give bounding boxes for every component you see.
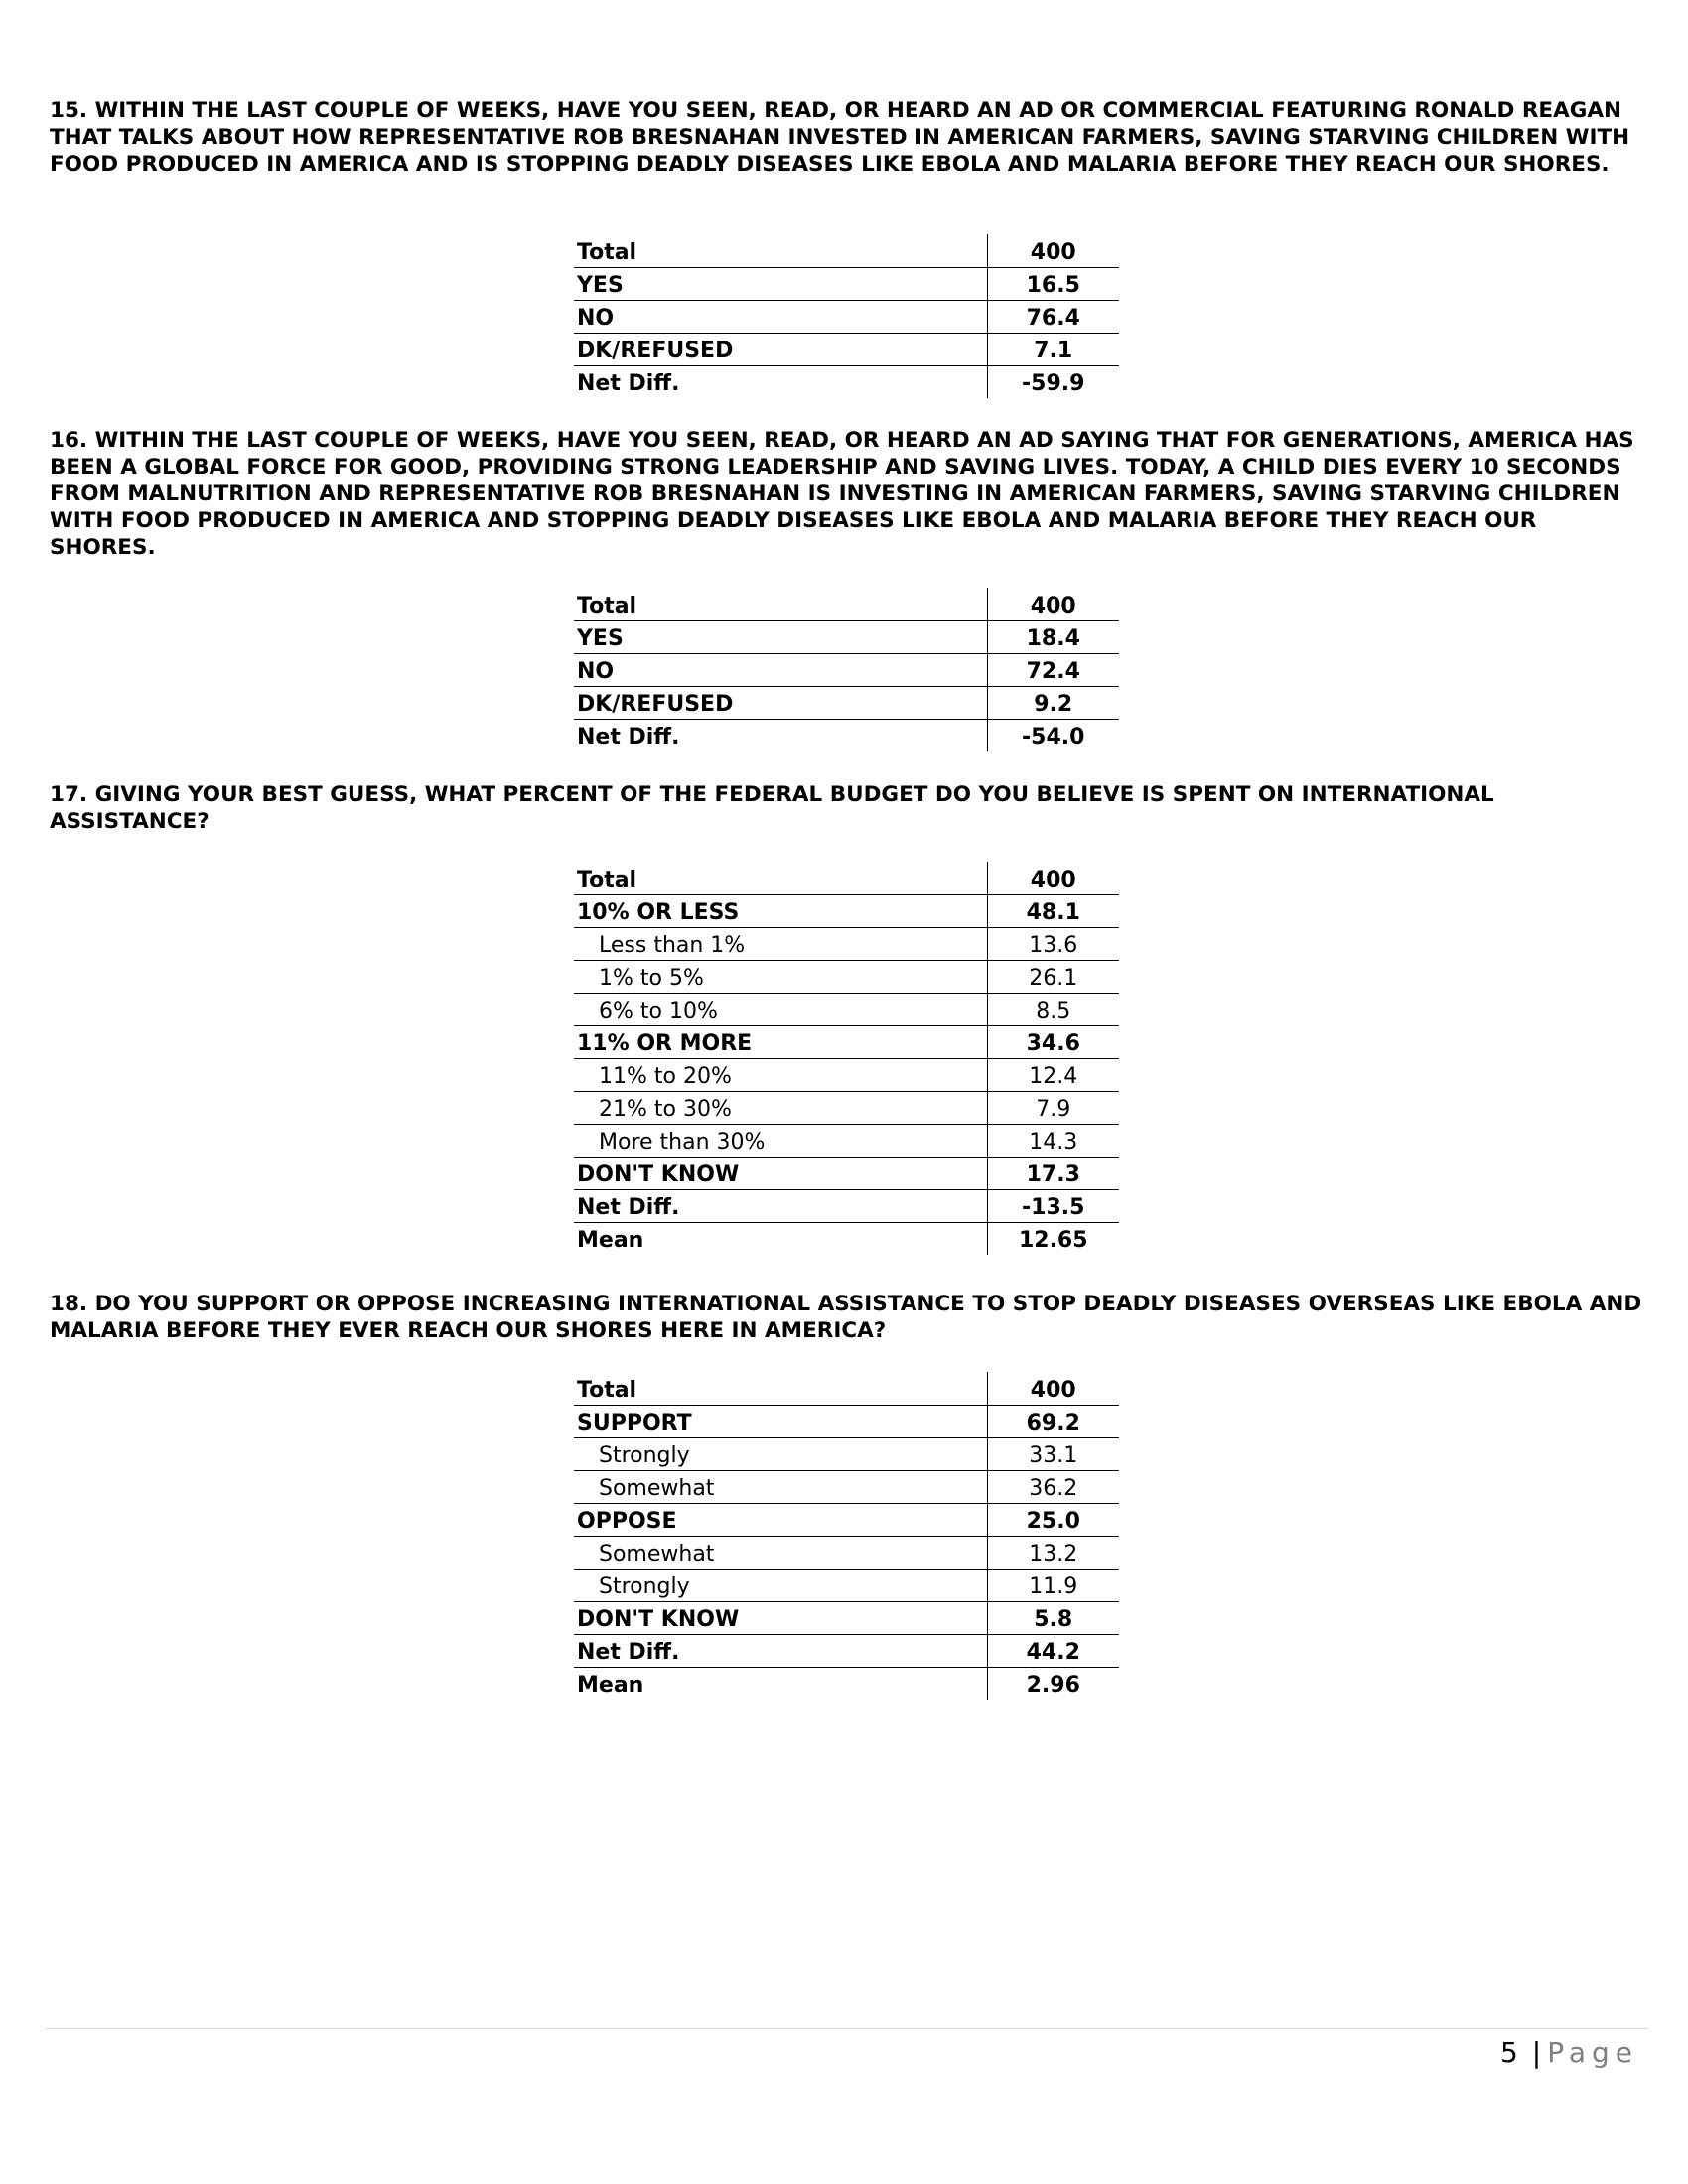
row-label: Total: [574, 234, 987, 267]
row-label: DK/REFUSED: [574, 686, 987, 719]
row-label: YES: [574, 620, 987, 653]
table-row: [574, 1634, 1119, 1667]
table-row: [574, 1470, 1119, 1503]
row-value: 400: [987, 862, 1119, 894]
row-value: 5.8: [987, 1601, 1119, 1634]
row-label: 11% to 20%: [574, 1058, 987, 1091]
table-row: [574, 960, 1119, 993]
row-label: Somewhat: [574, 1470, 987, 1503]
table-row: [574, 1025, 1119, 1058]
table-row: [574, 653, 1119, 686]
table-row: [574, 1601, 1119, 1634]
table-row: [574, 1372, 1119, 1405]
row-label: OPPOSE: [574, 1503, 987, 1536]
row-value: 9.2: [987, 686, 1119, 719]
table-row: [574, 588, 1119, 620]
row-label: Strongly: [574, 1569, 987, 1601]
page-number-value: 5: [1499, 2036, 1518, 2069]
table-row: [574, 1124, 1119, 1157]
row-value: 11.9: [987, 1569, 1119, 1601]
row-value: -59.9: [987, 365, 1119, 398]
table-row: [574, 1157, 1119, 1189]
row-value: 76.4: [987, 300, 1119, 333]
table-row: [574, 1569, 1119, 1601]
row-label: SUPPORT: [574, 1405, 987, 1437]
table-row: [574, 686, 1119, 719]
question-18-table: [574, 1372, 1119, 1700]
row-value: 69.2: [987, 1405, 1119, 1437]
row-label: Net Diff.: [574, 1634, 987, 1667]
row-label: Less than 1%: [574, 927, 987, 960]
row-value: 25.0: [987, 1503, 1119, 1536]
row-label: NO: [574, 653, 987, 686]
table-row: [574, 234, 1119, 267]
table-row: [574, 1222, 1119, 1255]
row-label: Total: [574, 862, 987, 894]
question-16-table: [574, 588, 1119, 751]
table-row: [574, 267, 1119, 300]
row-label: 1% to 5%: [574, 960, 987, 993]
row-label: NO: [574, 300, 987, 333]
question-17-table: [574, 862, 1119, 1255]
row-label: 11% OR MORE: [574, 1025, 987, 1058]
table-row: [574, 1503, 1119, 1536]
page-separator: |: [1531, 2036, 1542, 2069]
question-18-text: 18. DO YOU SUPPORT OR OPPOSE INCREASING INTERNATIONAL ASSISTANCE TO STOP DEADLY DISEASES OVERSEAS LIKE EBOLA AND MALARIA BEFORE THEY EVER REACH OUR SHORES HERE IN AMERICA?: [50, 1292, 1642, 1343]
table-row: [574, 1091, 1119, 1124]
row-value: 72.4: [987, 653, 1119, 686]
question-15-text: 15. WITHIN THE LAST COUPLE OF WEEKS, HAVE YOU SEEN, READ, OR HEARD AN AD OR COMMERCIAL FEATURING RONALD REAGAN THAT TALKS ABOUT HOW REPRESENTATIVE ROB BRESNAHAN INVESTED IN AMERICAN FARMERS, SAVING STARVING CHILDREN WITH FOOD PRODUCED IN AMERICA AND IS STOPPING DEADLY DISEASES LIKE EBOLA AND MALARIA BEFORE THEY REACH OUR SHORES.: [50, 98, 1630, 177]
row-label: DON'T KNOW: [574, 1601, 987, 1634]
question-16-text: 16. WITHIN THE LAST COUPLE OF WEEKS, HAVE YOU SEEN, READ, OR HEARD AN AD SAYING THAT FOR GENERATIONS, AMERICA HAS BEEN A GLOBAL FORCE FOR GOOD, PROVIDING STRONG LEADERSHIP AND SAVING LIVES. TODAY, A CHILD DIES EVERY 10 SECONDS FROM MALNUTRITION AND REPRESENTATIVE ROB BRESNAHAN IS INVESTING IN AMERICAN FARMERS, SAVING STARVING CHILDREN WITH FOOD PRODUCED IN AMERICA AND STOPPING DEADLY DISEASES LIKE EBOLA AND MALARIA BEFORE THEY REACH OUR SHORES.: [50, 428, 1634, 560]
row-value: 18.4: [987, 620, 1119, 653]
row-label: Strongly: [574, 1437, 987, 1470]
row-value: -13.5: [987, 1189, 1119, 1222]
table-row: [574, 1437, 1119, 1470]
row-label: Mean: [577, 1228, 644, 1253]
table-row: [574, 1189, 1119, 1222]
row-value: 36.2: [987, 1470, 1119, 1503]
row-value: -54.0: [987, 719, 1119, 751]
row-value: 7.1: [987, 333, 1119, 365]
row-label: 21% to 30%: [574, 1091, 987, 1124]
table-row: [574, 927, 1119, 960]
table-row: [574, 1058, 1119, 1091]
row-label: Mean: [577, 1673, 644, 1698]
row-value: 12.65: [987, 1222, 1119, 1255]
row-label: More than 30%: [574, 1124, 987, 1157]
table-row: [574, 862, 1119, 894]
row-value: 17.3: [987, 1157, 1119, 1189]
row-value: 13.2: [987, 1536, 1119, 1569]
page-label: Page: [1547, 2036, 1638, 2069]
row-value: 400: [987, 234, 1119, 267]
row-value: 13.6: [987, 927, 1119, 960]
footer-divider: [46, 2028, 1648, 2029]
row-value: 8.5: [987, 993, 1119, 1025]
row-value: 48.1: [987, 894, 1119, 927]
row-value: 34.6: [987, 1025, 1119, 1058]
row-label: Net Diff.: [574, 1189, 987, 1222]
table-row: [574, 1536, 1119, 1569]
table-row: [574, 993, 1119, 1025]
row-value: 400: [987, 588, 1119, 620]
row-value: 44.2: [987, 1634, 1119, 1667]
row-value: 14.3: [987, 1124, 1119, 1157]
row-value: 400: [987, 1372, 1119, 1405]
row-label: Total: [574, 588, 987, 620]
table-row: [574, 620, 1119, 653]
row-label: Net Diff.: [577, 725, 680, 750]
table-row: [574, 365, 1119, 398]
row-value: 26.1: [987, 960, 1119, 993]
row-label: Total: [574, 1372, 987, 1405]
row-value: 2.96: [987, 1667, 1119, 1700]
table-row: [574, 333, 1119, 365]
row-label: DON'T KNOW: [574, 1157, 987, 1189]
row-label: 6% to 10%: [574, 993, 987, 1025]
row-label: DK/REFUSED: [574, 333, 987, 365]
row-value: 33.1: [987, 1437, 1119, 1470]
table-row: [574, 300, 1119, 333]
row-label: YES: [574, 267, 987, 300]
row-value: 12.4: [987, 1058, 1119, 1091]
table-row: [574, 719, 1119, 751]
row-label: Somewhat: [574, 1536, 987, 1569]
question-15-table: [574, 234, 1119, 398]
question-17-text: 17. GIVING YOUR BEST GUESS, WHAT PERCENT OF THE FEDERAL BUDGET DO YOU BELIEVE IS SPENT ON INTERNATIONAL ASSISTANCE?: [50, 782, 1494, 834]
row-label: 10% OR LESS: [574, 894, 987, 927]
table-row: [574, 1405, 1119, 1437]
page-number: [1500, 2036, 1638, 2069]
row-value: 7.9: [987, 1091, 1119, 1124]
table-row: [574, 894, 1119, 927]
row-value: 16.5: [987, 267, 1119, 300]
row-label: Net Diff.: [577, 371, 680, 396]
table-row: [574, 1667, 1119, 1700]
